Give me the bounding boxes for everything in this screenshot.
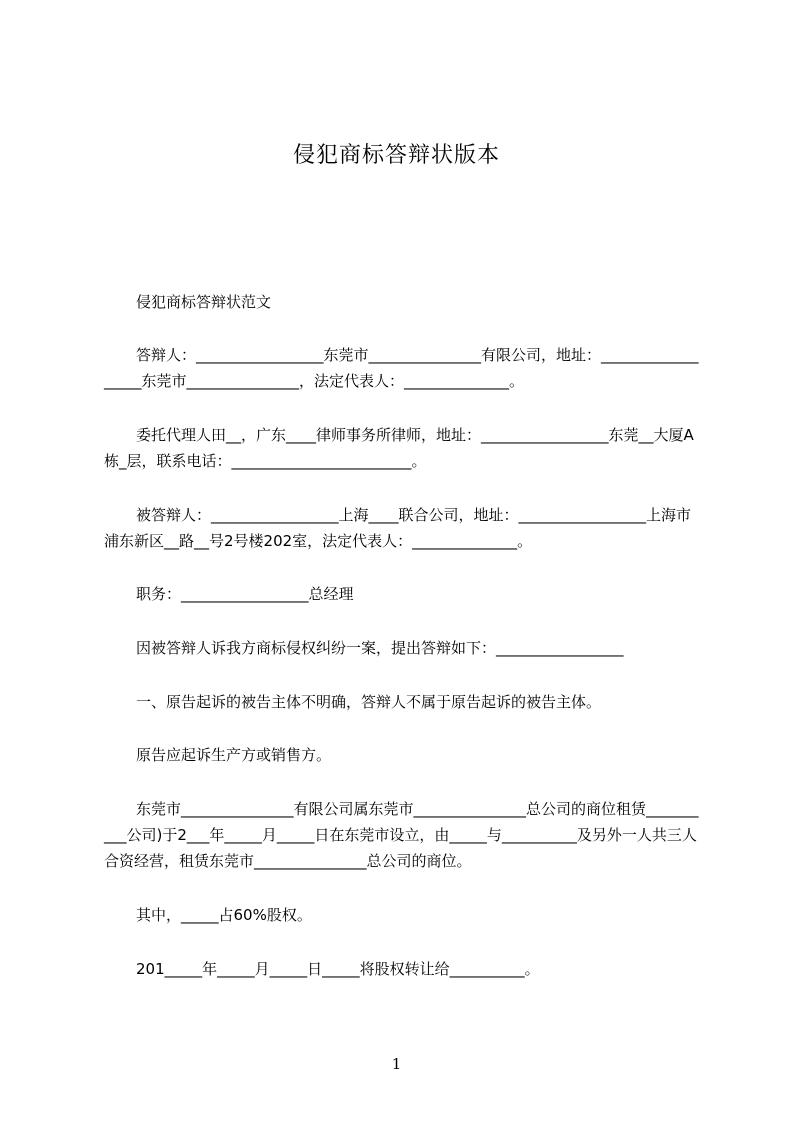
paragraph-transfer: 201_____年_____月_____日_____将股权转让给__________。 (136, 960, 540, 978)
paragraph-claim: 原告应起诉生产方或销售方。 (136, 746, 332, 764)
paragraph-shares: 其中，_____占60%股权。 (136, 906, 312, 924)
paragraph-point-one: 一、原告起诉的被告主体不明确，答辩人不属于原告起诉的被告主体。 (136, 693, 602, 711)
paragraph-plaintiff: 被答辩人：_________________上海____联合公司，地址：_________________上海市浦东新区__路__号2号楼202室，法定代表人：______________。 (104, 506, 692, 550)
paragraph-intro: 因被答辩人诉我方商标侵权纠纷一案，提出答辩如下：_________________ (136, 639, 624, 657)
paragraph-company-background: 东莞市_______________有限公司属东莞市_______________总公司的商位租赁__________公司)于2___年_____月_____日在东莞市设立，由_____与__________及另外一人共三人合资经营，租赁东莞市_______________总公司的商位。 (104, 800, 699, 870)
document-title: 侵犯商标答辩状版本 (292, 143, 500, 168)
paragraph-respondent: 答辩人：_________________东莞市_______________有限公司，地址：__________________东莞市_______________，法定代表人：______________。 (104, 346, 699, 390)
paragraph-position: 职务：_________________总经理 (136, 585, 354, 603)
page-number: 1 (391, 1055, 402, 1073)
paragraph-agent: 委托代理人田__，广东____律师事务所律师，地址：_________________东莞__大厦A栋_层，联系电话：________________________。 (104, 426, 694, 470)
paragraph-subtitle: 侵犯商标答辩状范文 (136, 293, 272, 311)
